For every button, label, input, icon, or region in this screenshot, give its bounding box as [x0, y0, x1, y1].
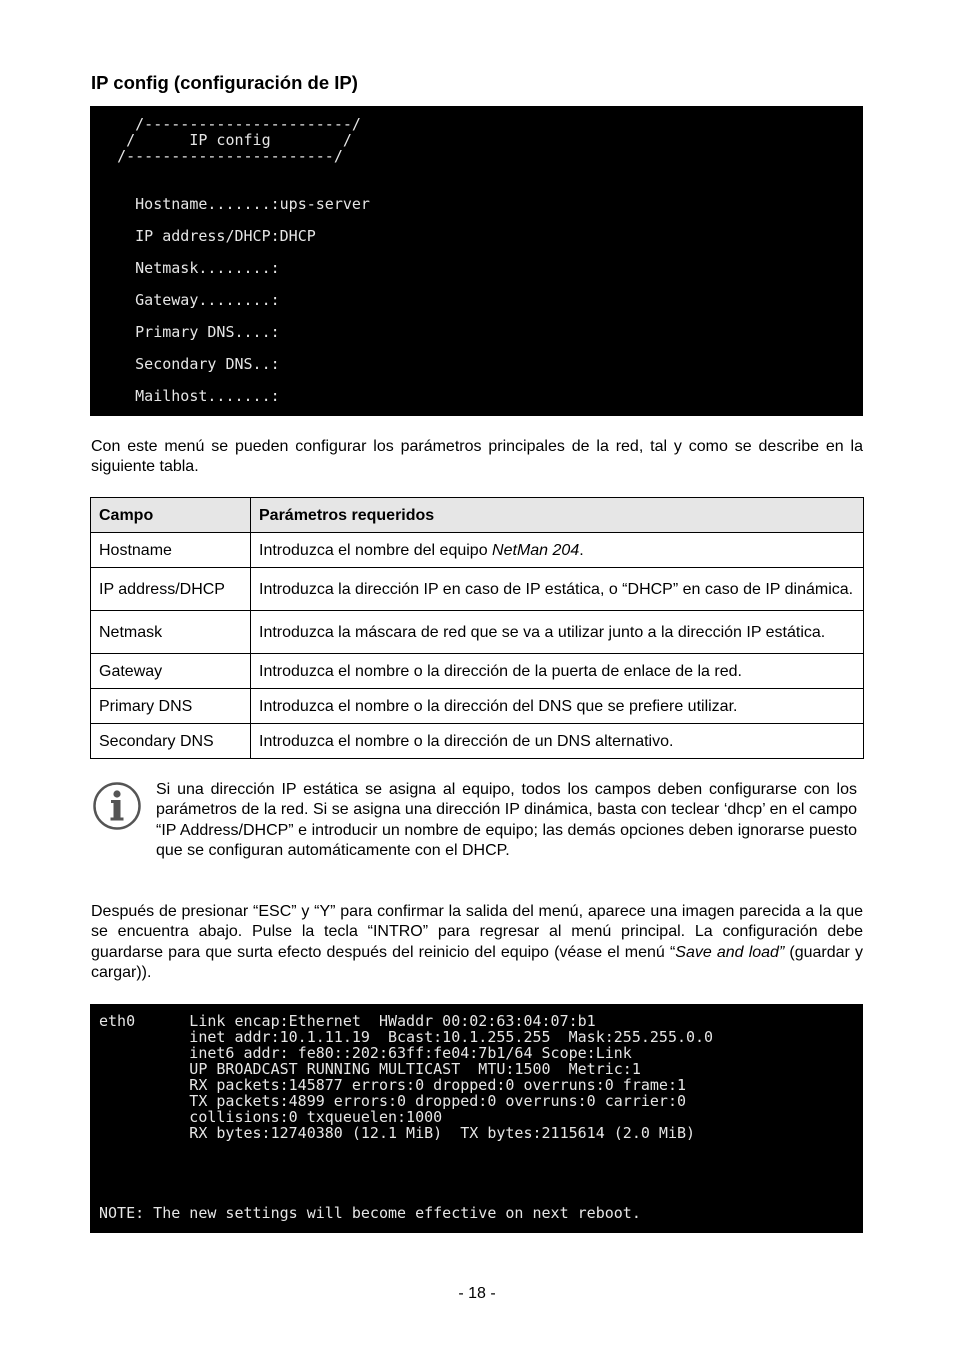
terminal-line: inet6 addr: fe80::202:63ff:fe04:7b1/64 Scope:Link — [99, 1044, 632, 1062]
table-cell-field: Netmask — [91, 611, 251, 654]
note-text: Si una dirección IP estática se asigna al equipo, todos los campos deben configurarse con los parámetros de la red. Si se asigna una dirección IP dinámica, basta con teclear ‘dhcp’ en el campo “IP Address/DHCP” e introducir un nombre de equipo; las demás opciones deben ignorarse puesto que se configuran automáticamente con el DHCP. — [156, 781, 857, 859]
table-row — [91, 568, 864, 611]
table-row — [91, 689, 864, 724]
parameters-table — [90, 497, 864, 759]
table-header-cell: Parámetros requeridos — [251, 498, 864, 533]
section-title: IP config (configuración de IP) — [91, 72, 358, 93]
terminal-line: Netmask........: — [90, 259, 280, 277]
after-paragraph — [91, 902, 863, 983]
table-cell-desc: Introduzca la dirección IP en caso de IP estática, o “DHCP” en caso de IP dinámica. — [251, 568, 864, 611]
table-cell-field: Hostname — [91, 533, 251, 568]
terminal-line: IP address/DHCP:DHCP — [90, 227, 316, 245]
terminal-line: /-----------------------/ — [90, 115, 361, 133]
table-cell-field: Primary DNS — [91, 689, 251, 724]
table-cell-desc: Introduzca la máscara de red que se va a utilizar junto a la dirección IP estática. — [251, 611, 864, 654]
terminal-line: Secondary DNS..: — [90, 355, 280, 373]
table-cell-desc: Introduzca el nombre o la dirección de la puerta de enlace de la red. — [251, 654, 864, 689]
terminal-line: /-----------------------/ — [90, 147, 343, 165]
terminal-line: RX bytes:12740380 (12.1 MiB) TX bytes:2115614 (2.0 MiB) — [99, 1124, 696, 1142]
terminal-note-line: NOTE: The new settings will become effective on next reboot. — [99, 1204, 641, 1222]
page-number: - 18 - — [458, 1285, 496, 1302]
terminal-line: Primary DNS....: — [90, 323, 280, 341]
intro-paragraph: Con este menú se pueden configurar los parámetros principales de la red, tal y como se describe en la siguiente tabla. — [91, 438, 863, 476]
table-row — [91, 724, 864, 759]
table-header-row — [91, 498, 864, 533]
info-icon — [92, 781, 142, 831]
desc-end: . — [579, 541, 584, 559]
table-row — [91, 611, 864, 654]
ip-config-terminal — [90, 106, 863, 416]
terminal-line: Hostname.......:ups-server — [90, 195, 370, 213]
table-cell-field: Gateway — [91, 654, 251, 689]
terminal-line: Mailhost.......: — [90, 387, 280, 405]
table-header-cell: Campo — [91, 498, 251, 533]
ifconfig-terminal — [90, 1004, 863, 1233]
terminal-line: collisions:0 txqueuelen:1000 — [99, 1108, 443, 1126]
terminal-line: TX packets:4899 errors:0 dropped:0 overruns:0 carrier:0 — [99, 1092, 686, 1110]
table-row — [91, 533, 864, 568]
terminal-line: / IP config / — [90, 131, 352, 149]
table-cell-field: IP address/DHCP — [91, 568, 251, 611]
terminal-line: Gateway........: — [90, 291, 280, 309]
table-cell-desc: Introduzca el nombre o la dirección de un DNS alternativo. — [251, 724, 864, 759]
after-italic: Save and load” — [675, 943, 785, 961]
table-cell-desc: Introduzca el nombre o la dirección del DNS que se prefiere utilizar. — [251, 689, 864, 724]
table-cell-field: Secondary DNS — [91, 724, 251, 759]
desc-italic: NetMan 204 — [492, 541, 580, 559]
terminal-line: inet addr:10.1.11.19 Bcast:10.1.255.255 Mask:255.255.0.0 — [99, 1028, 714, 1046]
terminal-line: RX packets:145877 errors:0 dropped:0 overruns:0 frame:1 — [99, 1076, 686, 1094]
terminal-line: UP BROADCAST RUNNING MULTICAST MTU:1500 Metric:1 — [99, 1060, 641, 1078]
table-cell-desc — [251, 533, 864, 568]
after-text: Después de presionar “ESC” y “Y” para confirmar la salida del menú, aparece una imagen parecida a la que se encuentra abajo. Pulse la tecla “INTRO” para regresar al menú principal. La configuración debe guardarse para que surta efecto después del reinicio del equipo (véase el menú “ — [91, 903, 863, 961]
table-row — [91, 654, 864, 689]
terminal-line: eth0 Link encap:Ethernet HWaddr 00:02:63:04:07:b1 — [99, 1012, 596, 1030]
desc-text: Introduzca el nombre del equipo — [259, 541, 493, 559]
after-end: (guardar y cargar)). — [91, 943, 864, 981]
